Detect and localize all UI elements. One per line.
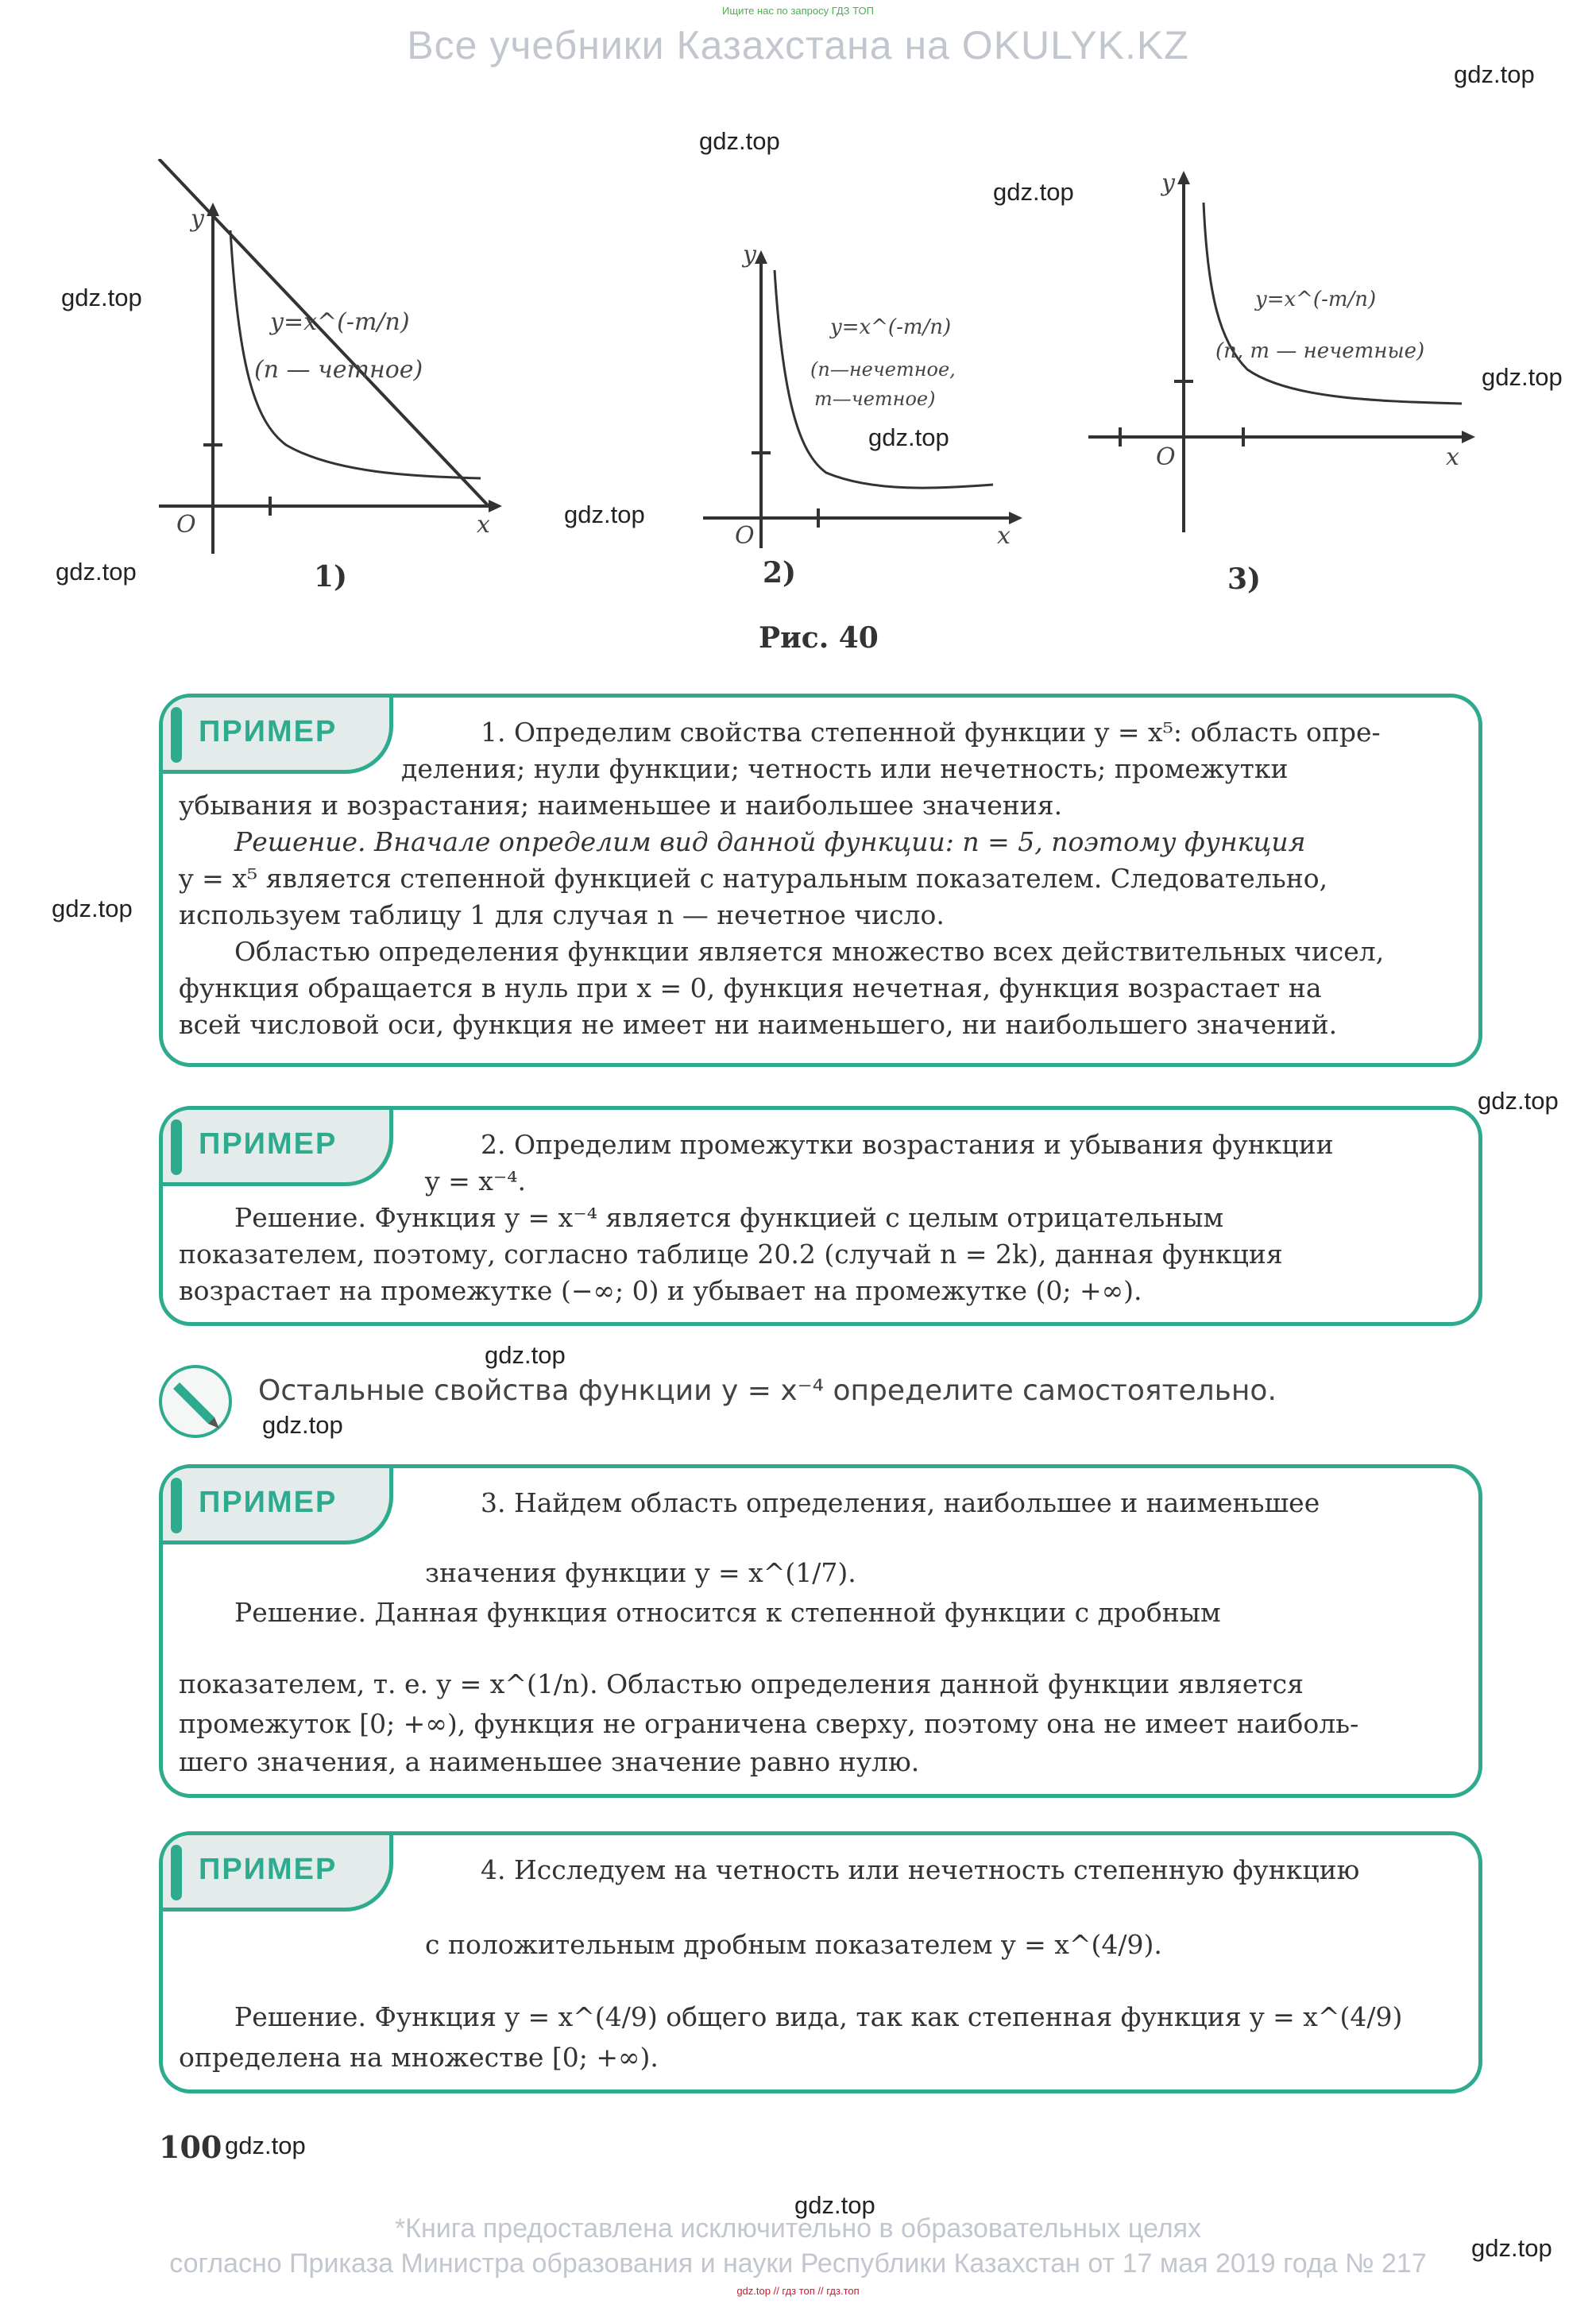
example-tag-label: ПРИМЕР [199, 1486, 338, 1519]
example-3-box [159, 1464, 1482, 1798]
example-1-line: убывания и возрастания; наименьшее и наибольшее значения. [179, 790, 1063, 821]
example-2-line: y = x⁻⁴. [425, 1166, 527, 1196]
watermark: gdz.top [52, 895, 133, 922]
figure-40 [0, 159, 1596, 604]
watermark: gdz.top [794, 2191, 875, 2219]
graph2-origin: O [735, 522, 755, 550]
example-tag-label: ПРИМЕР [199, 715, 338, 748]
watermark: gdz.top [1482, 363, 1563, 391]
example-tag-label: ПРИМЕР [199, 1127, 338, 1161]
example-tag [163, 1468, 393, 1544]
example-1-line: используем таблицу 1 для случая n — нечетное число. [179, 899, 945, 930]
tag-accent-bar [171, 1119, 182, 1175]
watermark: gdz.top [485, 1341, 566, 1369]
example-2-solution: Решение. Функция y = x⁻⁴ является функцией с целым отрицательным [234, 1202, 1224, 1233]
watermark: gdz.top [56, 558, 137, 586]
example-4-line: с положительным дробным показателем y = x^(4/9). [425, 1929, 1162, 1960]
graph3-origin: O [1156, 443, 1176, 471]
graph1-x-label: x [477, 511, 490, 539]
example-1-line: y = x⁵ является степенной функцией с натуральным показателем. Следовательно, [179, 863, 1328, 894]
graph1-y-label: y [191, 205, 204, 233]
graph1-note: (n — четное) [254, 356, 423, 384]
watermark: gdz.top [61, 284, 142, 311]
example-3-line: показателем, т. е. y = x^(1/n). Областью определения данной функции является [179, 1668, 1304, 1699]
graph2-x-label: x [997, 522, 1011, 550]
example-tag [163, 1835, 393, 1912]
tag-accent-bar [171, 1478, 182, 1533]
watermark: gdz.top [993, 178, 1074, 206]
self-study-note: Остальные свойства функции y = x⁻⁴ определите самостоятельно. [258, 1374, 1277, 1407]
figure-caption: Рис. 40 [759, 621, 879, 655]
graph3-y-label: y [1161, 169, 1175, 197]
graph2-formula: y=x^(-m/n) [830, 315, 952, 339]
example-1-line: всей числовой оси, функция не имеет ни наименьшего, ни наибольшего значений. [179, 1009, 1338, 1040]
example-1-line: Областью определения функции является множество всех действительных чисел, [234, 936, 1385, 967]
example-tag [163, 698, 393, 774]
example-1-solution: Решение. Вначале определим вид данной функции: n = 5, поэтому функция [234, 826, 1306, 857]
watermark: gdz.top [1478, 1087, 1559, 1115]
tag-accent-bar [171, 707, 182, 763]
graph2-y-label: y [743, 241, 756, 269]
page-number: 100 [159, 2129, 222, 2165]
graph3-note: (n, m — нечетные) [1215, 339, 1425, 363]
watermark: gdz.top [225, 2132, 306, 2159]
watermark: gdz.top [1454, 60, 1535, 88]
example-tag [163, 1110, 393, 1186]
watermark: gdz.top [699, 127, 780, 155]
example-1-line: 1. Определим свойства степенной функции y = x⁵: область опре- [481, 717, 1381, 748]
graph1-origin: O [176, 511, 196, 539]
header-search-hint: Ищите нас по запросу ГДЗ ТОП [722, 5, 874, 17]
example-1-box [159, 694, 1482, 1067]
example-4-line: определена на множестве [0; +∞). [179, 2042, 659, 2073]
pencil-icon [159, 1365, 232, 1438]
example-3-solution: Решение. Данная функция относится к степенной функции с дробным [234, 1597, 1221, 1628]
watermark: gdz.top [1471, 2234, 1552, 2262]
graph3-formula: y=x^(-m/n) [1255, 288, 1377, 311]
example-2-box [159, 1106, 1482, 1326]
tag-accent-bar [171, 1845, 182, 1900]
footer-disclaimer-line1: *Книга предоставлена исключительно в образовательных целях [394, 2213, 1202, 2244]
example-4-line: 4. Исследуем на четность или нечетность степенную функцию [481, 1854, 1360, 1885]
watermark: gdz.top [262, 1411, 343, 1439]
example-3-line: промежуток [0; +∞), функция не ограничена сверху, поэтому она не имеет наиболь- [179, 1708, 1359, 1739]
graph1-number: 1) [314, 560, 348, 593]
graph1-formula: y=x^(-m/n) [270, 308, 410, 336]
example-3-line: 3. Найдем область определения, наибольшее и наименьшее [481, 1487, 1320, 1518]
example-4-box [159, 1831, 1482, 2093]
example-1-line: функция обращается в нуль при x = 0, функция нечетная, функция возрастает на [179, 972, 1322, 1003]
footer-watermark: gdz.top // гдз топ // гдз.топ [736, 2285, 860, 2297]
example-3-line: значения функции y = x^(1/7). [425, 1557, 856, 1588]
graph2-note1: (n—нечетное, [810, 358, 956, 381]
watermark: gdz.top [564, 501, 645, 528]
graph2-number: 2) [763, 556, 797, 590]
example-tag-label: ПРИМЕР [199, 1853, 338, 1886]
footer-disclaimer-line2: согласно Приказа Министра образования и науки Республики Казахстан от 17 мая 2019 года № 217 [169, 2248, 1427, 2279]
graph3-number: 3) [1227, 562, 1262, 596]
example-4-solution: Решение. Функция y = x^(4/9) общего вида, так как степенная функция y = x^(4/9) [234, 2001, 1403, 2032]
header-site-banner[interactable]: Все учебники Казахстана на OKULYK.KZ [407, 23, 1189, 68]
example-2-line: показателем, поэтому, согласно таблице 20.2 (случай n = 2k), данная функция [179, 1239, 1283, 1270]
example-3-line: шего значения, а наименьшее значение равно нулю. [179, 1746, 920, 1777]
graph3-x-label: x [1446, 443, 1459, 471]
graph2-note2: m—четное) [814, 388, 936, 410]
example-2-line: 2. Определим промежутки возрастания и убывания функции [481, 1129, 1334, 1160]
watermark: gdz.top [868, 423, 949, 451]
example-2-line: возрастает на промежутке (−∞; 0) и убывает на промежутке (0; +∞). [179, 1275, 1142, 1306]
example-1-line: деления; нули функции; четность или нечетность; промежутки [401, 753, 1289, 784]
